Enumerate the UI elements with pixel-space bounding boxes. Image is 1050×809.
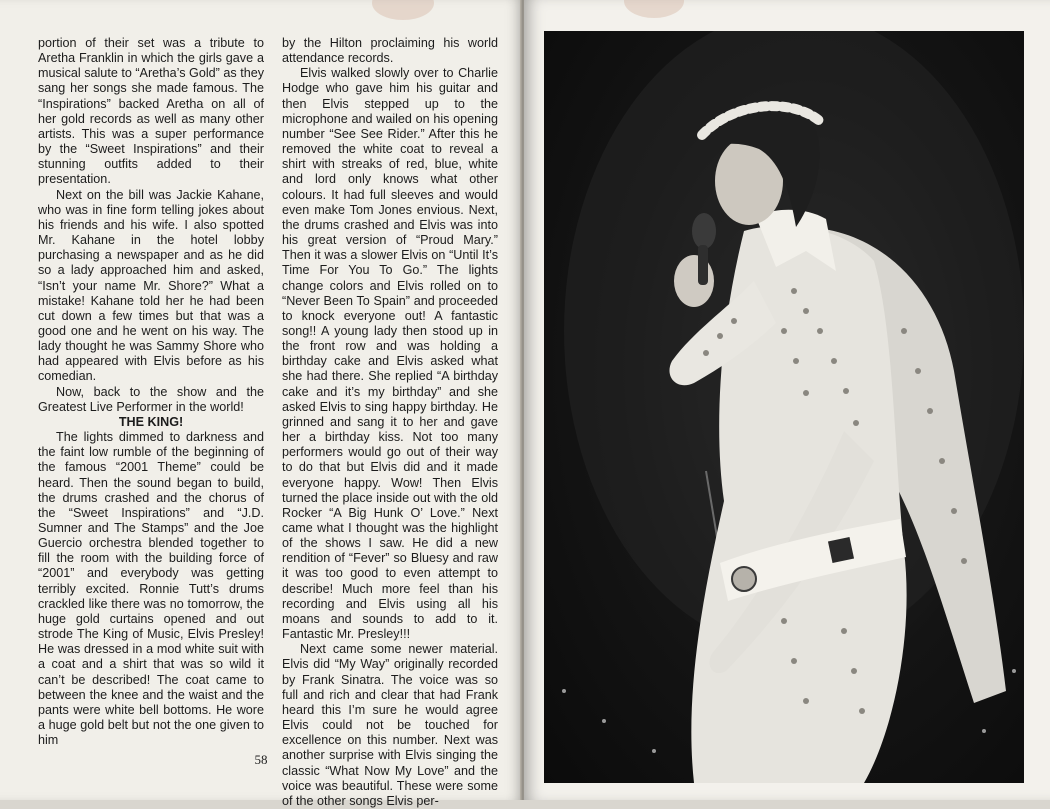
article-paragraph: Now, back to the show and the Greatest Live Performer in the world! <box>38 384 264 414</box>
performer-photo <box>544 31 1024 783</box>
article-paragraph: portion of their set was a tribute to Aretha Franklin in which the girls gave a musical salute to “Aretha’s Gold” as they sang her songs she made famous. The “Inspirations” backed Aretha on all of her gold records as well as many other artists. This was a super performance by the “Sweet Inspirations” and their stunning outfits added to their presentation. <box>38 36 264 187</box>
left-page <box>0 0 522 808</box>
article-paragraph: Next on the bill was Jackie Kahane, who was in fine form telling jokes about his friends and his wife. I also spotted Mr. Kahane in the hotel lobby purchasing a newspaper and as he did so a lady approached him and asked, “Isn’t your name Mr. Shore?” What a mistake! Kahane told her he had been cut down a few times but that was a good one and he went on his way. The lady thought he was Sammy Shore who had appeared with Elvis before as his comedian. <box>38 187 264 384</box>
article-paragraph: The lights dimmed to darkness and the faint low rumble of the beginning of the famous “2001 Theme” could be heard. Then the sound began to build, the drums crashed and the chorus of the “Sweet Inspirations” and “J.D. Sumner and The Stamps” and the Joe Guercio orchestra blended together to fill the room with the building force of “2001” and everybody was getting terribly excited. Ronnie Tutt’s drums crackled like there was no tomorrow, the huge gold curtains opened and out strode The King of Music, Elvis Presley! He was dressed in a mod white suit with a coat and a shirt that was so wild it can’t be described! The coat came to between the knee and the waist and the pants were white bell bottoms. He wore a huge gold belt but not the one given to him <box>38 430 264 748</box>
page-number: 58 <box>254 752 268 767</box>
section-heading: THE KING! <box>118 414 184 429</box>
article-paragraph: Next came some newer material. Elvis did “My Way” originally recorded by Frank Sinatra. The voice was so full and rich and clear that had Frank heard this I’m sure he would agree Elvis could not be touched for excellence on this number. Next was another surprise with Elvis singing the classic “What Now My Love” and the voice was beautiful. These were some of the other songs Elvis per- <box>282 642 498 808</box>
performer-photo-illustration <box>544 31 1024 783</box>
article-paragraph: by the Hilton proclaiming his world attendance records. <box>282 36 498 66</box>
paper-stain <box>372 0 434 20</box>
article-paragraph: Elvis walked slowly over to Charlie Hodge who gave him his guitar and then Elvis stepped up to the microphone and wailed on his opening number “See See Rider.” After this he removed the white coat to reveal a shirt with streaks of red, blue, white and lord only knows what other colours. It had full sleeves and would even make Tom Jones envious. Next, the drums crashed and Elvis was into his great version of “Proud Mary.” Then it was a slower Elvis on “Until It’s Time For You To Go.” The lights change colors and Elvis rolled on to “Never Been To Spain” and proceeded to knock everyone out! A fantastic song!! A young lady then stood up in the front row and was holding a birthday cake and Elvis asked what she had there. She replied “A birthday cake and it’s my birthday” and she asked Elvis to sing happy birthday. He grinned and sang it to her and gave her a birthday kiss. Not too many performers would go out of their way to do that but Elvis did and it made everyone happy. Wow! Then Elvis turned the place inside out with the old Rocker “A Big Hunk O’ Love.” Next came what I thought was the highlight of the shows I saw. He did a new rendition of “Fever” so Bluesy and raw it was too good to even attempt to describe! Much more feel than his recording and Elvis using all his moans and sounds to add to it. Fantastic Mr. Presley!!! <box>282 66 498 642</box>
paper-stain <box>624 0 684 18</box>
article-column-1 <box>38 36 264 748</box>
article-column-2 <box>282 36 498 809</box>
